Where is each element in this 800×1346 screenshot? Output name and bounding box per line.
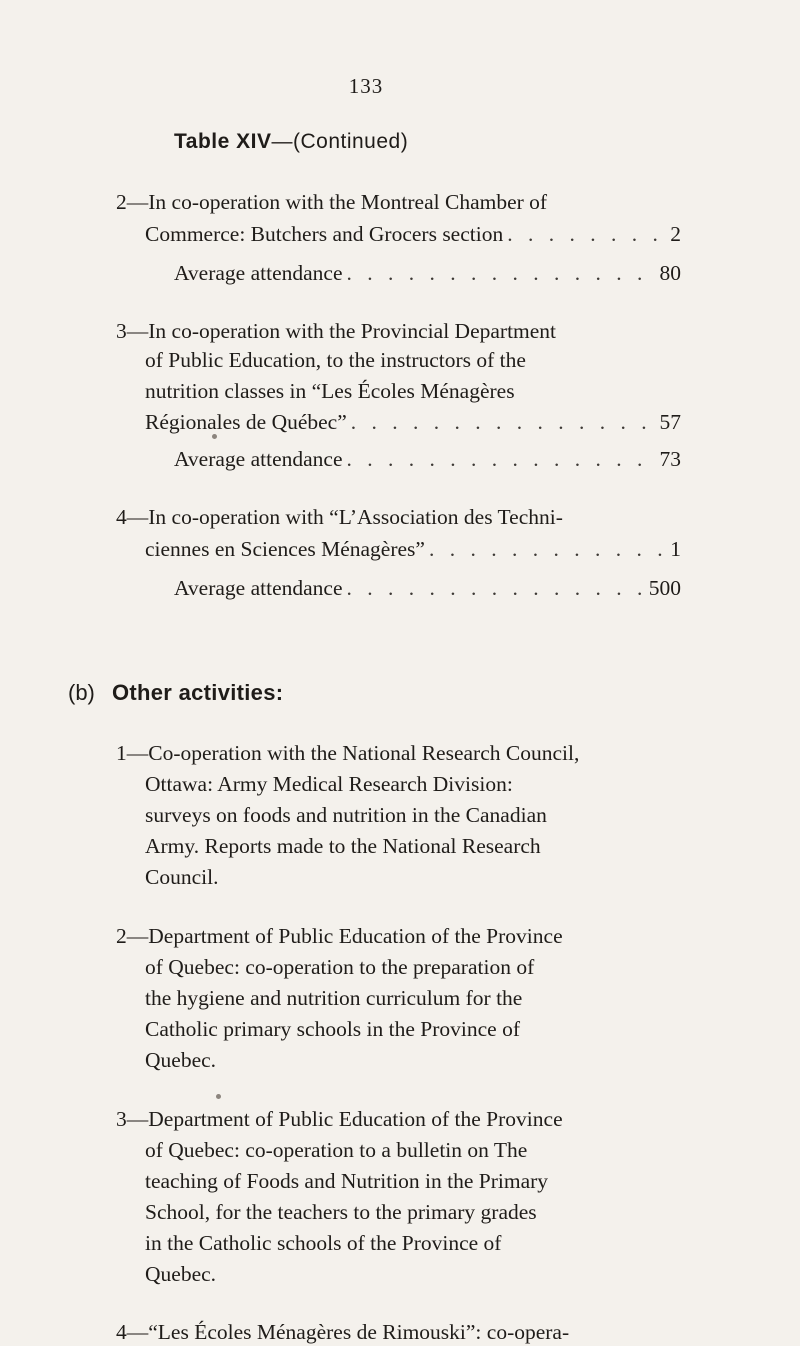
b-item3-line: in the Catholic schools of the Province of [145, 1231, 502, 1255]
item3-attendance: 73 [659, 447, 681, 471]
b-item1-line: 1—Co-operation with the National Research Council, [116, 741, 580, 765]
scan-speck [216, 1094, 221, 1099]
dot-leader [429, 535, 666, 563]
item2-count: 2 [670, 222, 681, 246]
item4-count: 1 [670, 537, 681, 561]
b-item1-line: surveys on foods and nutrition in the Canadian [145, 803, 547, 827]
item3-attendance-row [174, 445, 681, 473]
table-title [174, 130, 408, 154]
b-item3-line: teaching of Foods and Nutrition in the Primary [145, 1169, 549, 1193]
item2-line2: Commerce: Butchers and Grocers section [145, 222, 504, 246]
b-item1-line: Ottawa: Army Medical Research Division: [145, 772, 513, 796]
b-item2-line: 2—Department of Public Education of the Province [116, 924, 563, 948]
item3-count: 57 [659, 410, 681, 434]
table-title-bold: Table XIV [174, 130, 272, 153]
b-item3-line: of Quebec: co-operation to a bulletin on The [145, 1138, 528, 1162]
b-item2-line: the hygiene and nutrition curriculum for the [145, 986, 523, 1010]
item2-attendance-row [174, 259, 681, 287]
section-b-title: Other activities: [112, 680, 284, 705]
b-item3-line: Quebec. [145, 1262, 217, 1286]
item3-line2: of Public Education, to the instructors of the [145, 348, 526, 372]
b-item1-line: Council. [145, 865, 219, 889]
item3-line3: nutrition classes in “Les Écoles Ménagères [145, 379, 515, 403]
item4-count-row [145, 535, 681, 563]
item3-count-row [145, 408, 681, 436]
item3-line1: 3—In co-operation with the Provincial Department [116, 319, 557, 343]
b-item4-line: 4—“Les Écoles Ménagères de Rimouski”: co-opera- [116, 1320, 570, 1344]
item2-attendance: 80 [659, 261, 681, 285]
b-item3-line: 3—Department of Public Education of the Province [116, 1107, 563, 1131]
item2-line1: 2—In co-operation with the Montreal Chamber of [116, 190, 548, 214]
scan-speck [212, 434, 217, 439]
dot-leader [347, 445, 656, 473]
dot-leader [507, 220, 666, 248]
item2-attendance-label: Average attendance [174, 261, 343, 285]
item2-count-row [145, 220, 681, 248]
b-item1-line: Army. Reports made to the National Research [145, 834, 541, 858]
b-item3-line: School, for the teachers to the primary grades [145, 1200, 537, 1224]
page-number: 133 [348, 74, 384, 98]
b-item2-line: Quebec. [145, 1048, 217, 1072]
b-item2-line: of Quebec: co-operation to the preparation of [145, 955, 535, 979]
item4-attendance-row [174, 574, 681, 602]
dot-leader [347, 259, 656, 287]
item4-line2: ciennes en Sciences Ménagères” [145, 537, 425, 561]
item3-attendance-label: Average attendance [174, 447, 343, 471]
section-b-label: (b) [68, 680, 95, 705]
table-title-rest: —(Continued) [271, 130, 409, 153]
item4-line1: 4—In co-operation with “L’Association des Techni- [116, 505, 563, 529]
dot-leader [347, 574, 645, 602]
item4-attendance-label: Average attendance [174, 576, 343, 600]
item4-attendance: 500 [648, 576, 681, 600]
b-item2-line: Catholic primary schools in the Province of [145, 1017, 520, 1041]
item3-line4: Régionales de Québec” [145, 410, 347, 434]
dot-leader [351, 408, 656, 436]
